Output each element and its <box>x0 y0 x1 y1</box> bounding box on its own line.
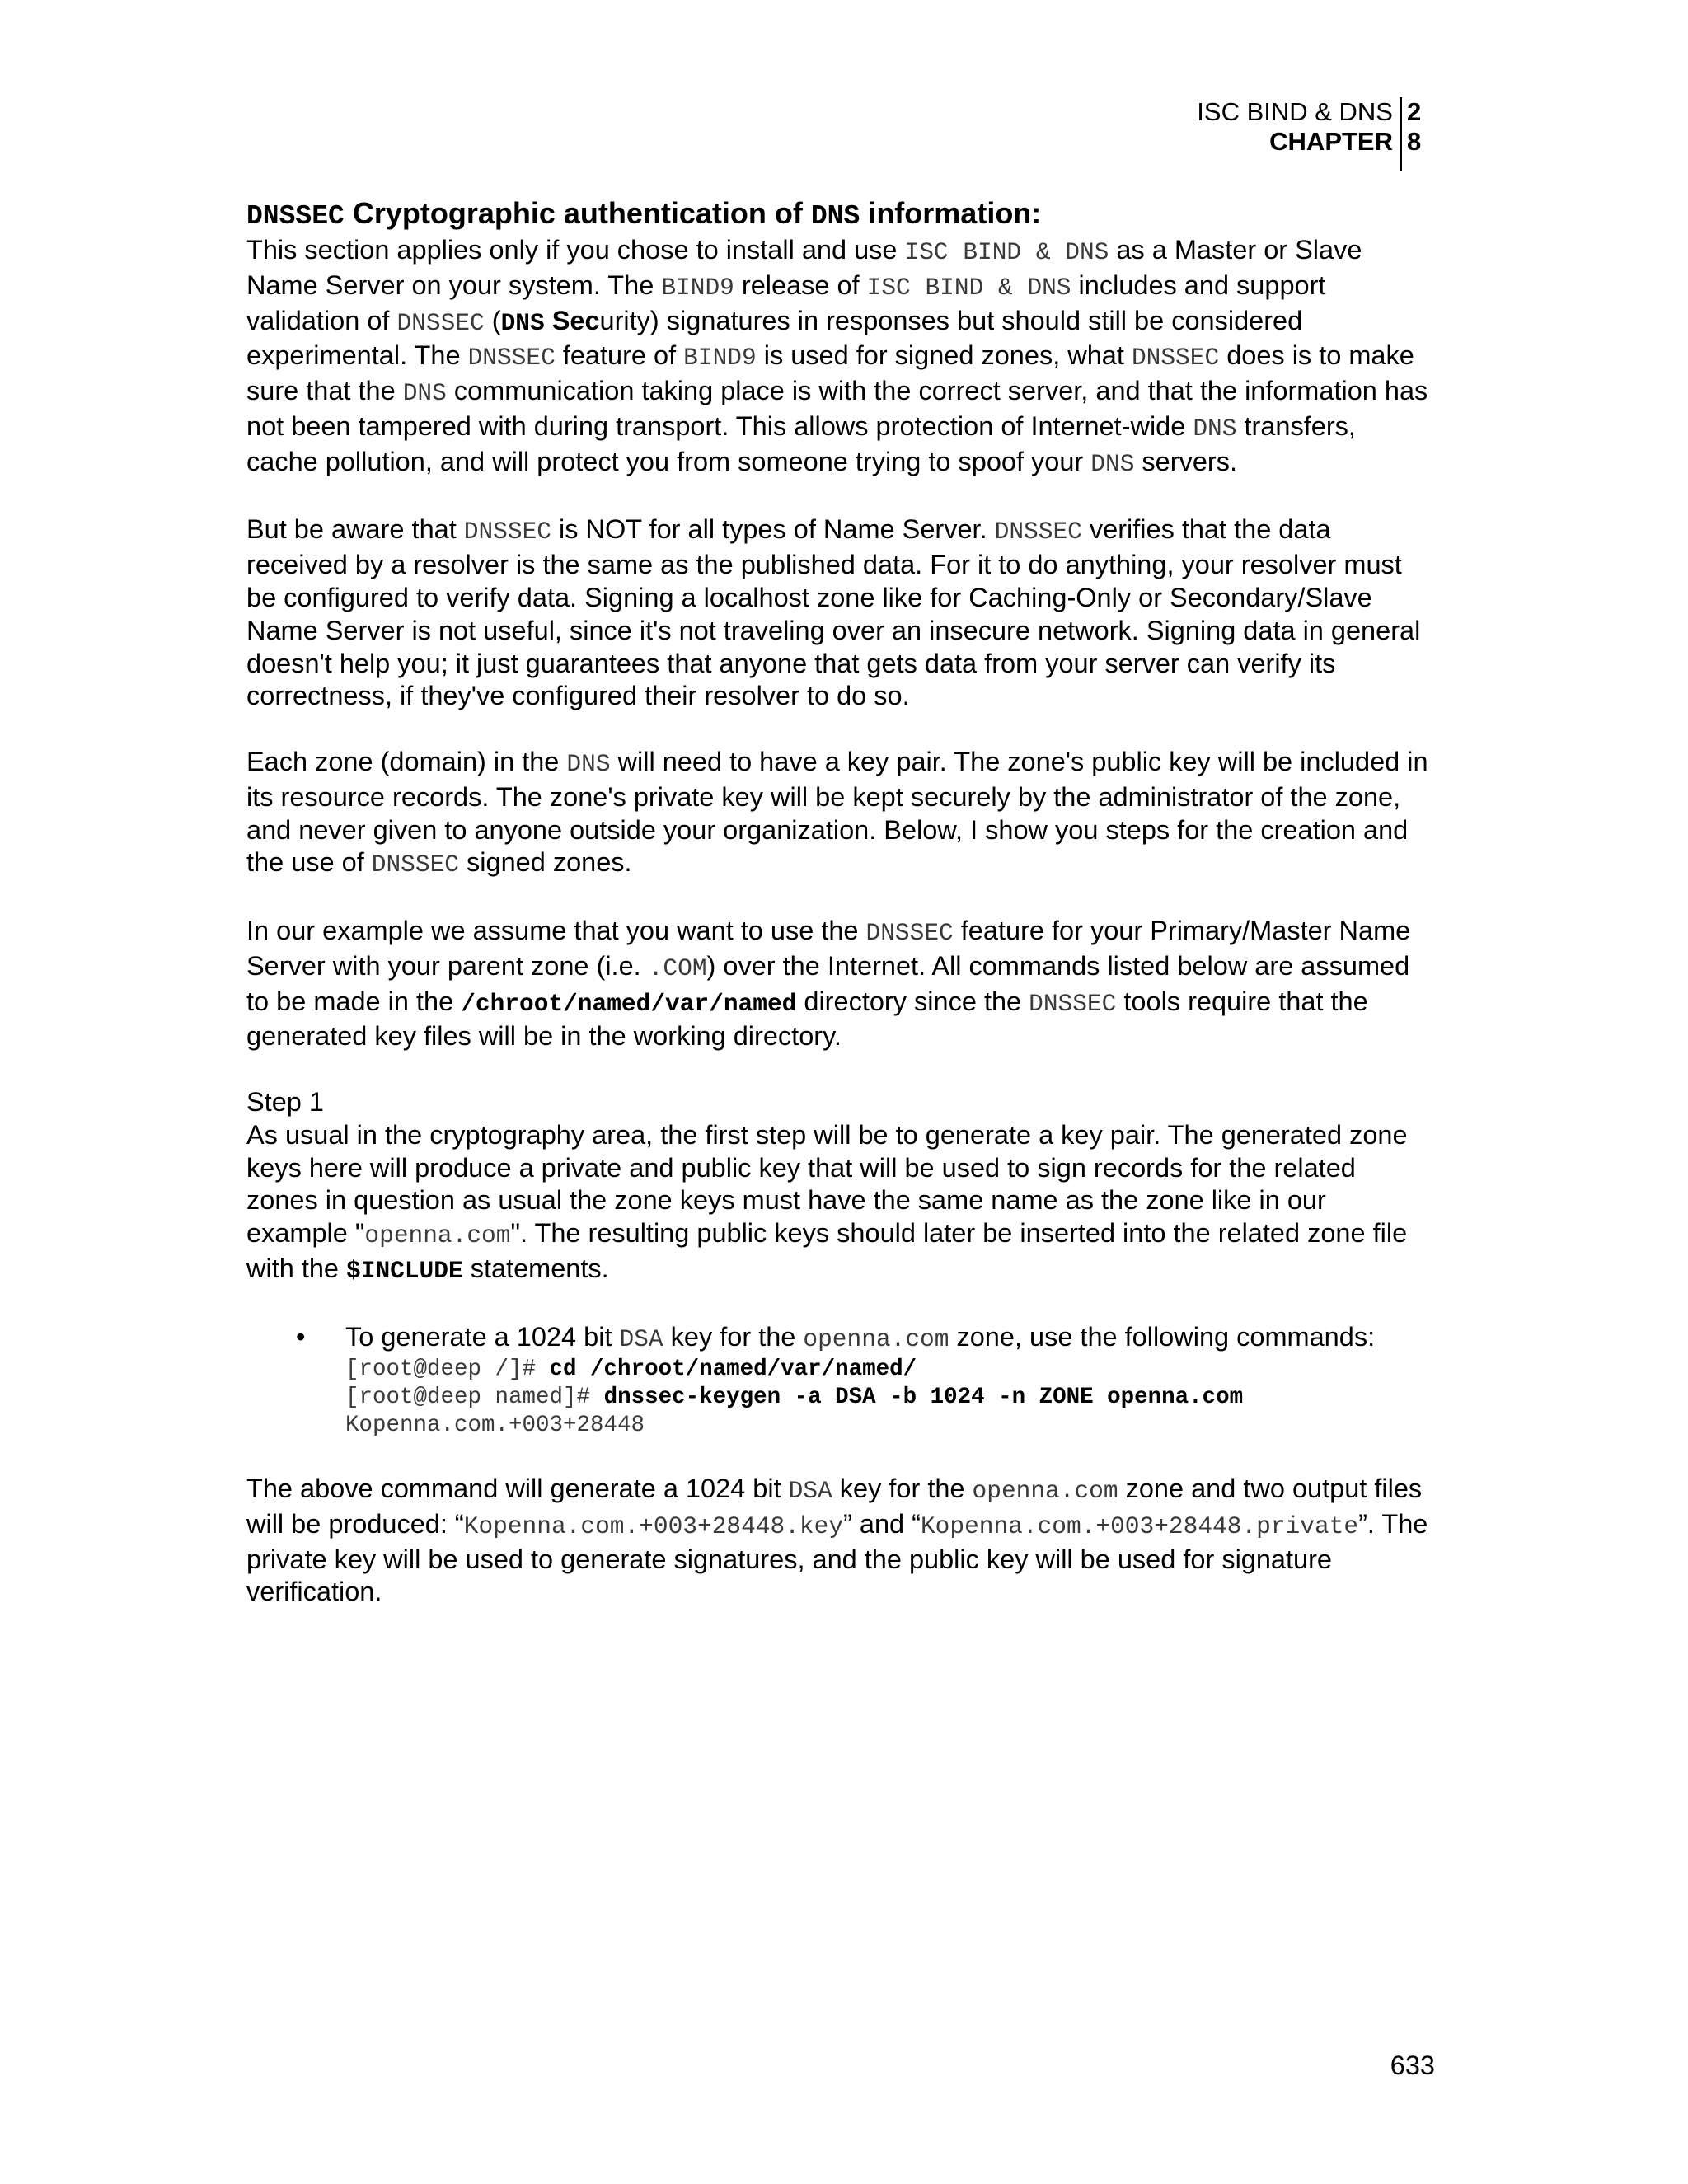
paragraph-intro: This section applies only if you chose to install and use ISC BIND & DNS as a Master or Slave Name Server on your system. The BIND9 release of ISC BIND & DNS includes and support validation of DNSSEC (DNS Security) signatures in responses but should still be considered experimental. The DNSSEC feature of BIND9 is used for signed zones, what DNSSEC does is to make sure that the DNS communication taking place is with the correct server, and that the information has not been tampered with during transport. This allows protection of Internet-wide DNS transfers, cache pollution, and will protect you from someone trying to spoof your DNS servers. <box>246 235 1428 478</box>
list-item <box>246 1321 1433 1441</box>
chapter-number-digit: 2 <box>1400 97 1425 127</box>
command-block <box>345 1356 1433 1440</box>
paragraph-key-pair: Each zone (domain) in the DNS will need to have a key pair. The zone's public key will be included in its resource records. The zone's private key will be kept securely by the administrator of the zone, and never given to anyone outside your organization. Below, I show you steps for the creation and the use of DNSSEC signed zones. <box>246 746 1428 879</box>
command-line: [root@deep named]# dnssec-keygen -a DSA -b 1024 -n ZONE openna.com <box>345 1385 1244 1411</box>
bullet-icon: • <box>296 1321 306 1352</box>
header-title: ISC BIND & DNS <box>1197 97 1393 126</box>
page-content <box>246 196 1433 1642</box>
bullet-text: To generate a 1024 bit DSA key for the openna.com zone, use the following commands: <box>345 1321 1376 1353</box>
chapter-number-digit: 8 <box>1400 127 1425 171</box>
running-header <box>1095 97 1425 171</box>
command-output: Kopenna.com.+003+28448 <box>345 1413 645 1439</box>
paragraph-step-1: Step 1 As usual in the cryptography area, the first step will be to generate a key pair. The generated zone keys here will produce a private and public key that will be used to sign records for the related zones in question as usual the zone keys must have the same name as the zone like in our example "openna.com". The resulting public keys should later be inserted into the related zone file with the $INCLUDE statements. <box>246 1086 1408 1285</box>
paragraph-warning: But be aware that DNSSEC is NOT for all types of Name Server. DNSSEC verifies that the data received by a resolver is the same as the published data. For it to do anything, your resolver must be configured to verify data. Signing a localhost zone like for Caching-Only or Secondary/Slave Name Server is not useful, since it's not traveling over an insecure network. Signing data in general doesn't help you; it just guarantees that anyone that gets data from your server can verify its correctness, if they've configured their resolver to do so. <box>246 514 1421 711</box>
paragraph-example: In our example we assume that you want to use the DNSSEC feature for your Primary/Master Name Server with your parent zone (i.e. .COM) over the Internet. All commands listed below are assumed to be made in the /chroot/named/var/named directory since the DNSSEC tools require that the generated key files will be in the working directory. <box>246 915 1411 1052</box>
step-label: Step 1 <box>246 1086 324 1117</box>
command-line: [root@deep /]# cd /chroot/named/var/named/ <box>345 1357 917 1383</box>
page-number: 633 <box>1390 2050 1435 2080</box>
paragraph-output-files: The above command will generate a 1024 bit DSA key for the openna.com zone and two output files will be produced: “Kopenna.com.+003+28448.key” and “Kopenna.com.+003+28448.private”. The private key will be used to generate signatures, and the public key will be used for signature verification. <box>246 1474 1428 1607</box>
header-chapter-label: CHAPTER <box>1269 127 1393 156</box>
section-heading: DNSSEC Cryptographic authentication of DNS information: <box>246 196 1042 232</box>
